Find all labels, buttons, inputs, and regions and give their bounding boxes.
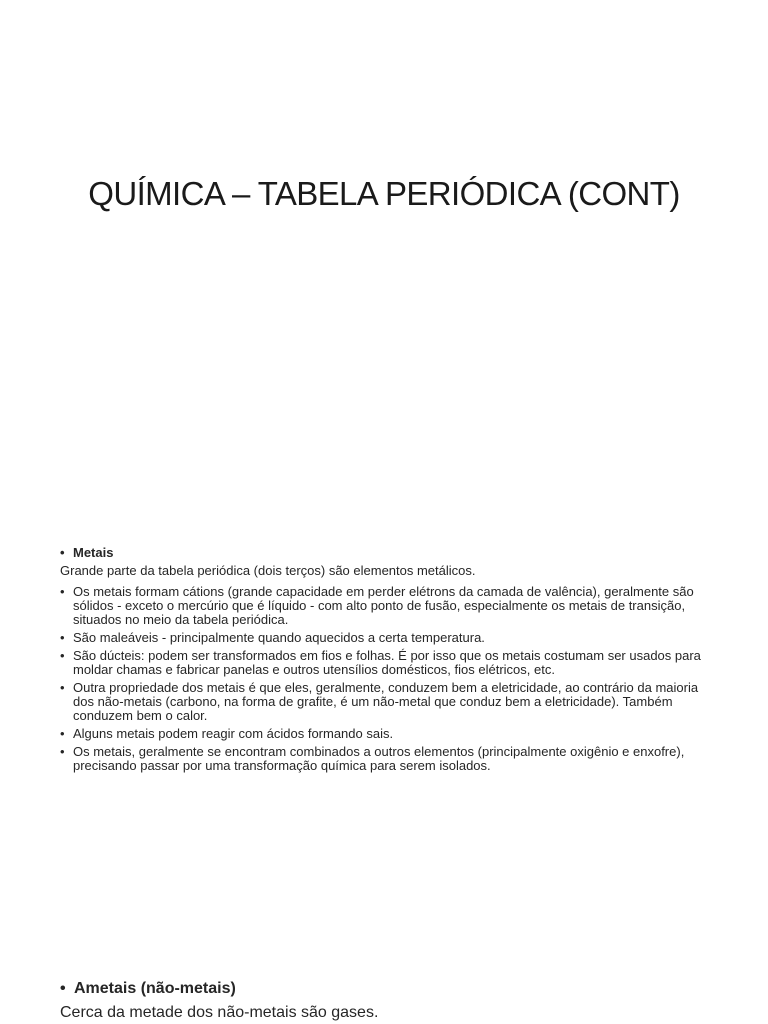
slide-ametais	[0, 940, 768, 1024]
metais-intro: Grande parte da tabela periódica (dois terços) são elementos metálicos.	[60, 563, 476, 578]
slide-ametais-body	[60, 980, 716, 1022]
metais-item-3: • São dúcteis: podem ser transformados em fios e folhas. É por isso que os metais costumam ser usados para moldar chamas e fabricar panelas e outros utensílios domésticos, fios elétricos, etc.	[60, 649, 716, 677]
slide-metais	[0, 520, 768, 940]
metais-item-2: • São maleáveis - principalmente quando aquecidos a certa temperatura.	[60, 631, 716, 645]
metais-item-4: • Outra propriedade dos metais é que eles, geralmente, conduzem bem a eletricidade, ao contrário da maioria dos não-metais (carbono, na forma de grafite, é um não-metal que conduz bem a eletricidade). Também conduzem bem o calor.	[60, 681, 716, 723]
metais-item-6: • Os metais, geralmente se encontram combinados a outros elementos (principalmente oxigênio e enxofre), precisando passar por uma transformação química para serem isolados.	[60, 745, 716, 773]
metais-heading: • Metais	[60, 546, 716, 560]
ametais-heading: • Ametais (não-metais)	[60, 980, 716, 998]
metais-item-1: • Os metais formam cátions (grande capacidade em perder elétrons da camada de valência), geralmente são sólidos - exceto o mercúrio que é líquido - com alto ponto de fusão, especialmente os metais de transição, situados no meio da tabela periódica.	[60, 585, 716, 627]
metais-item-5: • Alguns metais podem reagir com ácidos formando sais.	[60, 727, 716, 741]
ametais-intro: Cerca da metade dos não-metais são gases.	[60, 1004, 379, 1021]
slide-metais-body	[60, 546, 716, 777]
slide-title: QUÍMICA – TABELA PERIÓDICA (CONT)	[88, 175, 680, 212]
